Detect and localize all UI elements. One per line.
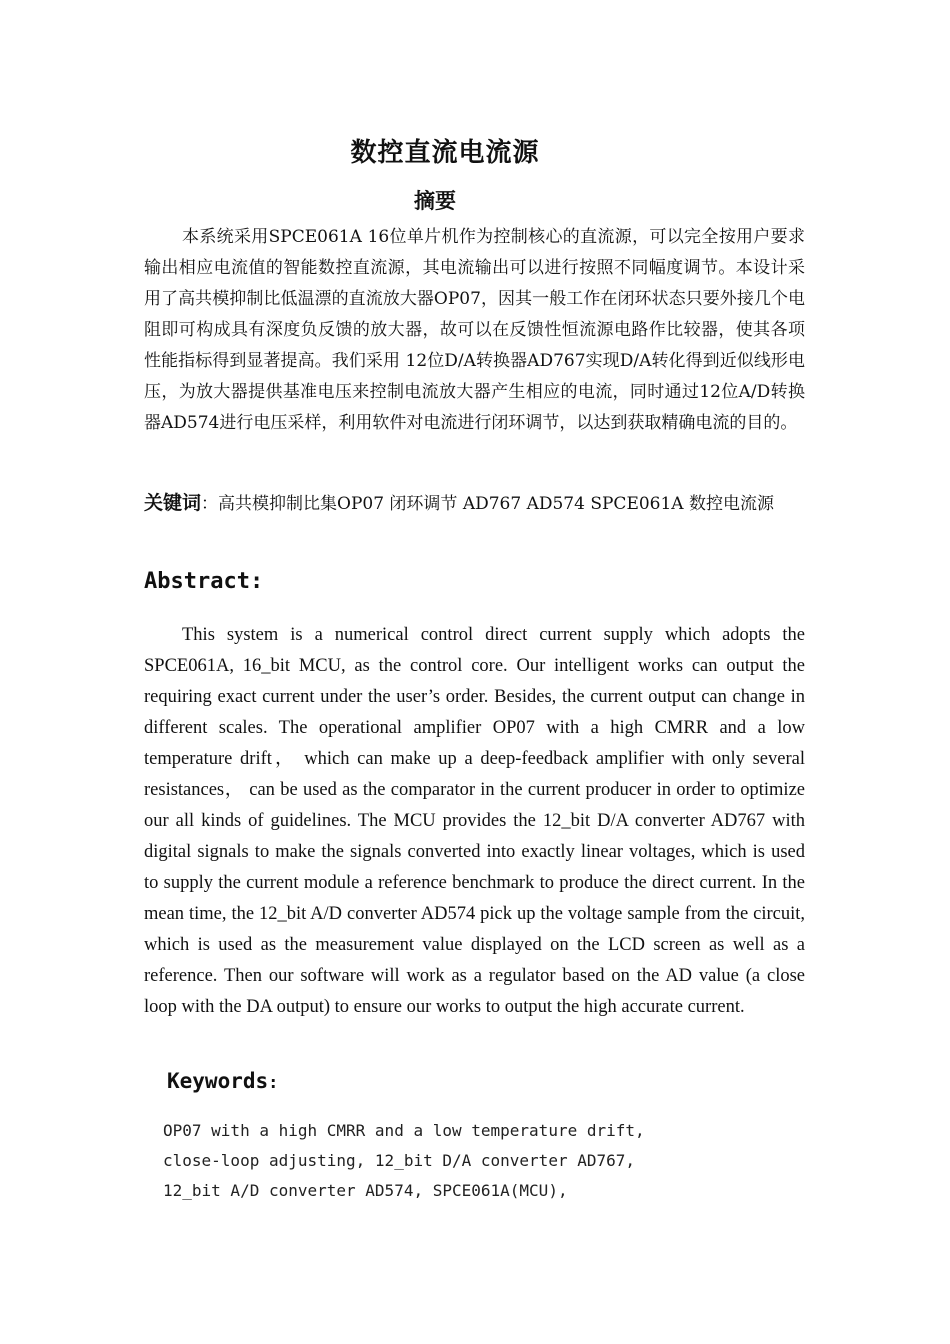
english-keyword-line: OP07 with a high CMRR and a low temperature drift,	[163, 1121, 645, 1140]
english-keywords-heading	[167, 1069, 278, 1093]
abstract-heading: 摘要	[414, 188, 456, 213]
document-title: 数控直流电流源	[350, 138, 540, 168]
chinese-abstract-paragraph: 本系统采用SPCE061A 16位单片机作为控制核心的直流源，可以完全按用户要求输出相应电流值的智能数控直流源，其电流输出可以进行按照不同幅度调节。本设计采用了高共模抑制比低温漂的直流放大器OP07，因其一般工作在闭环状态只要外接几个电阻即可构成具有深度负反馈的放大器，故可以在反馈性恒流源电路作比较器，使其各项性能指标得到显著提高。我们采用 12位D/A转换器AD767实现D/A转化得到近似线形电压，为放大器提供基准电压来控制电流放大器产生相应的电流，同时通过12位A/D转换器AD574进行电压采样，利用软件对电流进行闭环调节，以达到获取精确电流的目的。	[144, 227, 805, 433]
chinese-keywords	[144, 483, 805, 525]
english-keywords-list	[163, 1116, 645, 1206]
english-keyword-line: 12_bit A/D converter AD574, SPCE061A(MCU),	[163, 1181, 568, 1200]
english-abstract-heading: Abstract:	[144, 569, 264, 594]
english-keywords-colon: :	[268, 1073, 279, 1093]
english-keywords-label: Keywords	[167, 1069, 269, 1093]
chinese-keywords-label: 关键词	[144, 492, 202, 514]
chinese-keywords-text: 高共模抑制比集OP07 闭环调节 AD767 AD574 SPCE061A 数控电流源	[218, 494, 774, 514]
chinese-keywords-colon: ：	[201, 494, 219, 514]
english-keyword-line: close-loop adjusting, 12_bit D/A converter AD767,	[163, 1151, 636, 1170]
english-abstract-paragraph: This system is a numerical control direct current supply which adopts the SPCE061A, 16_bit MCU, as the control core. Our intelligent works can output the requiring exact current under the user’s order. Besides, the current output can change in different scales. The operational amplifier OP07 with a high CMRR and a low temperature drift， which can make up a deep-feedback amplifier with only several resistances， can be used as the comparator in the current producer in order to optimize our all kinds of guidelines. The MCU provides the 12_bit D/A converter AD767 with digital signals to make the signals converted into exactly linear voltages, which is used to supply the current module a reference benchmark to produce the direct current. In the mean time, the 12_bit A/D converter AD574 pick up the voltage sample from the circuit, which is used as the measurement value displayed on the LCD screen as well as a reference. Then our software will work as a regulator based on the AD value (a close loop with the DA output) to ensure our works to output the high accurate current.	[144, 625, 805, 1017]
